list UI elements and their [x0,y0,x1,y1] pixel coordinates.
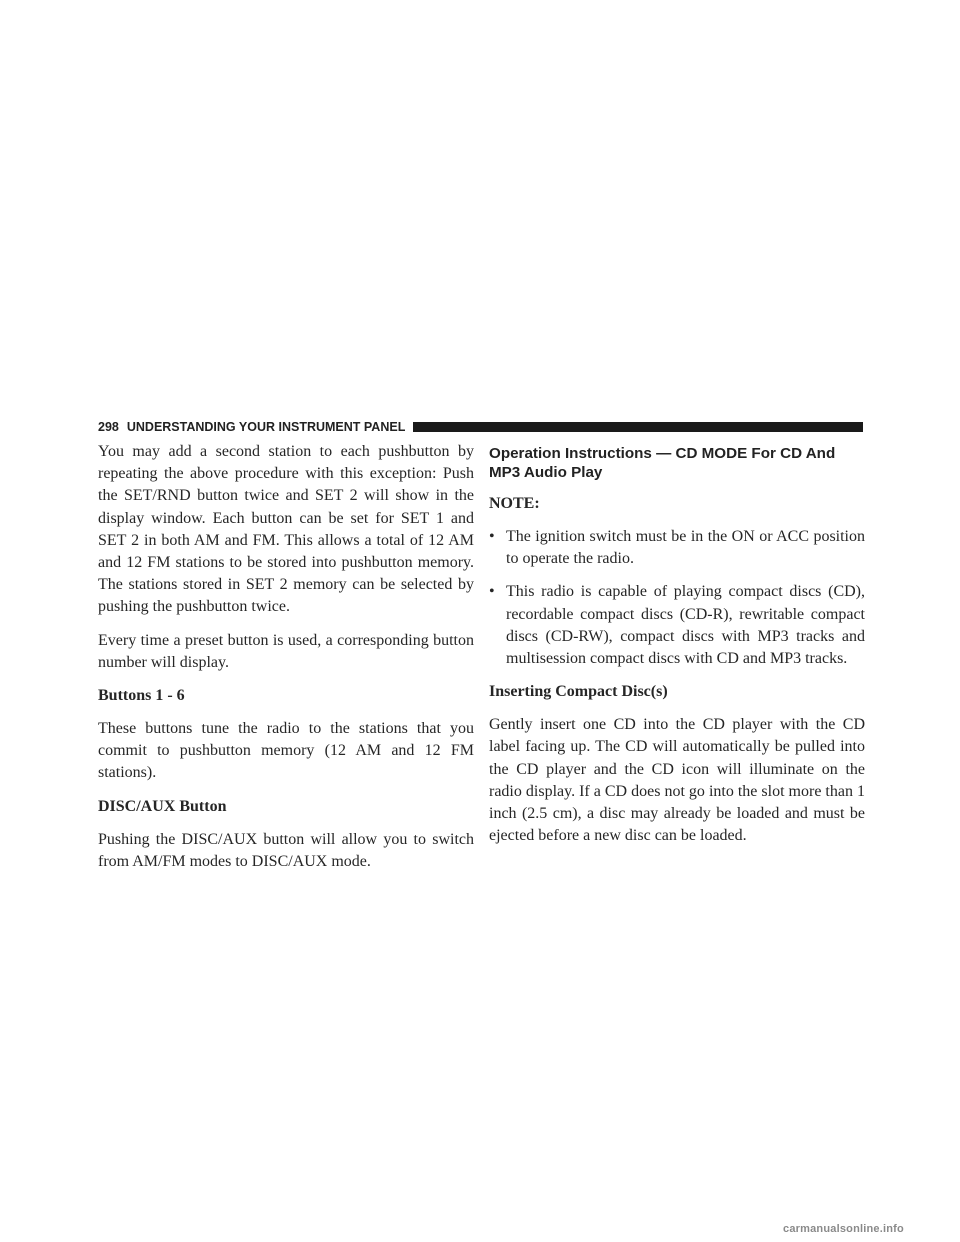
paragraph-disc-aux: Pushing the DISC/AUX button will allow you to switch from AM/FM modes to DISC/AUX mode. [98,830,474,870]
heading-disc-aux-button: DISC/AUX Button [98,797,227,815]
header-rule [413,422,863,432]
page-number: 298 [98,420,119,434]
paragraph-buttons-1-6: These buttons tune the radio to the stations that you commit to pushbutton memory (12 AM and 12 FM stations). [98,720,474,782]
bullet-text: The ignition switch must be in the ON or ACC position to operate the radio. [506,528,865,568]
list-item [489,581,865,670]
heading-inserting-compact-discs: Inserting Compact Disc(s) [489,683,668,701]
heading-operation-instructions: Operation Instructions — CD MODE For CD And MP3 Audio Play [489,445,836,481]
list-item [489,526,865,570]
paragraph-preset-display: Every time a preset button is used, a corresponding button number will display. [98,631,474,671]
paragraph-inserting: Gently insert one CD into the CD player with the CD label facing up. The CD will automatically be pulled into the CD player and the CD icon will illuminate on the radio display. If a CD does not go into the slot more than 1 inch (2.5 cm), a disc may already be loaded and must be ejected before a new disc can be loaded. [489,716,865,845]
watermark: carmanualsonline.info [783,1223,904,1235]
paragraph-second-station: You may add a second station to each pushbutton by repeating the above procedure with this exception: Push the SET/RND button twice and SET 2 will show in the display window. Each button can be set for SET 1 and SET 2 in both AM and FM. This allows a total of 12 AM and 12 FM stations to be stored into pushbutton memory. The stations stored in SET 2 memory can be selected by pushing the pushbutton twice. [98,443,474,616]
bullet-text: This radio is capable of playing compact discs (CD), recordable compact discs (CD-R), rewritable compact discs (CD-RW), compact discs with MP3 tracks and multisession compact discs with CD and MP3 tracks. [506,583,865,668]
heading-buttons-1-6: Buttons 1 - 6 [98,687,185,705]
page-header [98,418,863,436]
bullet-icon: • [489,583,495,601]
right-column [489,441,865,858]
section-title: UNDERSTANDING YOUR INSTRUMENT PANEL [126,420,406,434]
left-column [98,441,474,884]
note-label: NOTE: [489,495,540,512]
bullet-icon: • [489,528,495,545]
